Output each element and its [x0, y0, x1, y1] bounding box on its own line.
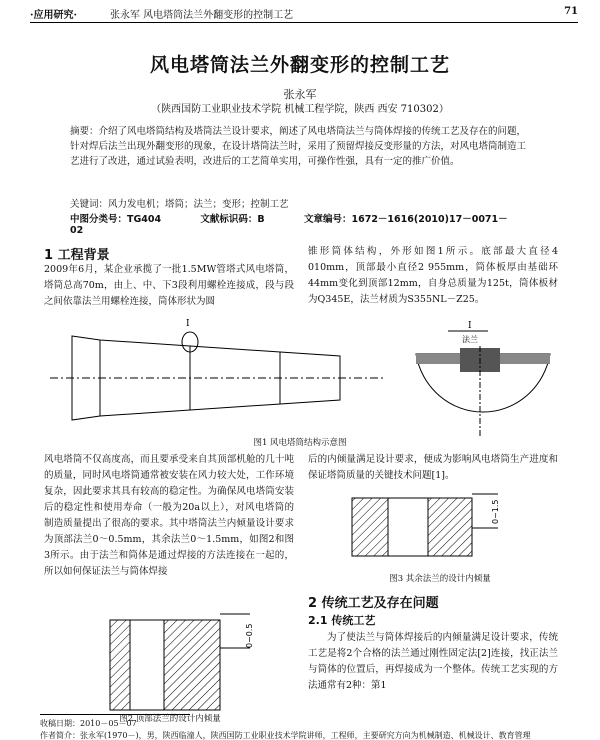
figure1-flange-label: 法兰	[462, 335, 478, 344]
section1-para-right: 锥形筒体结构，外形如图1所示。底部最大直径4 010mm，顶部最小直径2 955mm，筒体板厚由基础环44mm变化到顶部12mm，自身总质量为125t，筒体板材为Q345E，法兰材质为S355NL－Z25。	[308, 246, 558, 305]
section2-1-heading: 2.1 传统工艺	[308, 614, 376, 627]
journal-section: ·应用研究·	[30, 10, 77, 21]
author: 张永军	[283, 88, 317, 101]
abstract: 摘要：介绍了风电塔筒结构及塔筒法兰设计要求，阐述了风电塔筒法兰与筒体焊接的传统工艺及存在的问题，针对焊后法兰出现外翻变形的现象，在设计塔筒法兰时，采用了预留焊接反变形量的方法，对风电塔筒制造工艺进行了改进，通过试验表明，改进后的工艺简单实用，可操作性强，具有一定的推广价值。	[70, 126, 527, 167]
figure1-detail-label: I	[468, 321, 472, 331]
page-number: 71	[564, 6, 578, 17]
figure3-dimension: 0~1.5	[491, 499, 500, 524]
document-code: 文献标识码：B	[200, 214, 265, 225]
figure2-dimension: 0~0.5	[245, 623, 254, 648]
article-number: 文章编号：1672－1616(2010)17－0071－02	[70, 214, 508, 236]
running-header	[30, 6, 578, 22]
figure3-drawing	[348, 488, 528, 568]
figure1-caption: 图1 风电塔筒结构示意图	[253, 438, 347, 448]
running-title: 张永军 风电塔筒法兰外翻变形的控制工艺	[110, 10, 294, 21]
section2-heading: 2 传统工艺及存在问题	[308, 596, 439, 611]
section1-heading: 1 工程背景	[44, 248, 110, 263]
paper-title: 风电塔筒法兰外翻变形的控制工艺	[149, 54, 450, 76]
figure1-label-I: I	[186, 319, 190, 329]
figure1-detail-drawing	[408, 318, 558, 436]
figure2-bolt-hole	[130, 620, 164, 710]
section1-para-left: 2009年6月，某企业承揽了一批1.5MW管塔式风电塔筒，塔筒总高70m，由上、中、下3段利用螺栓连接成，段与段之间依靠法兰用螺栓连接，筒体形状为圆	[44, 264, 294, 307]
figure2-flange-section	[110, 620, 220, 710]
section2-paragraph: 为了使法兰与筒体焊接后的内倾量满足设计要求，传统工艺是将2个合格的法兰通过刚性固定法[2]连接，找正法兰与筒体的位置后，再焊接成为一个整体。传统工艺实现的方法通常有2种：第1	[308, 632, 558, 691]
figure1-tower-drawing	[40, 318, 400, 438]
footnote-author-bio: 作者简介：张永军(1970－)，男，陕西临潼人，陕西国防工业职业技术学院讲师，工程师，主要研究方向为机械制造、机械设计、教育管理	[40, 731, 531, 740]
figure3-bolt-hole	[388, 498, 428, 556]
figure2-caption: 图2 顶部法兰的设计内倾量	[119, 714, 221, 724]
body-left-paragraph: 风电塔筒不仅高度高，而且要承受来自其顶部机舱的几十吨的质量，同时风电塔筒通常被安装在风力较大处，工作环境复杂，因此要求其具有较高的稳定性。为确保风电塔筒安装后的稳定性和使用寿命（一般为20a以上），对风电塔筒的制造质量提出了很高的要求。其中塔筒法兰内倾量设计要求为顶部法兰0～0.5mm，其余法兰0～1.5mm，如图2和图3所示。由于法兰和筒体是通过焊接的方法连接在一起的，所以如何保证法兰与筒体焊接	[44, 454, 294, 577]
body-right-paragraph: 后的内倾量满足设计要求，便成为影响风电塔筒生产进度和保证塔筒质量的关键技术问题[1]。	[308, 454, 558, 481]
figure2-drawing	[70, 608, 270, 728]
figure3-caption: 图3 其余法兰的设计内倾量	[389, 574, 491, 584]
classification-line	[70, 211, 550, 236]
footnote-received: 收稿日期：2010－05－07	[40, 719, 137, 728]
keywords: 关键词：风力发电机；塔筒；法兰；变形；控制工艺	[70, 199, 289, 210]
clc-number: 中图分类号：TG404	[70, 214, 162, 225]
footnote-rule	[40, 714, 190, 715]
affiliation: （陕西国防工业职业技术学院 机械工程学院，陕西 西安 710302）	[151, 104, 449, 115]
header-rule	[30, 22, 578, 23]
